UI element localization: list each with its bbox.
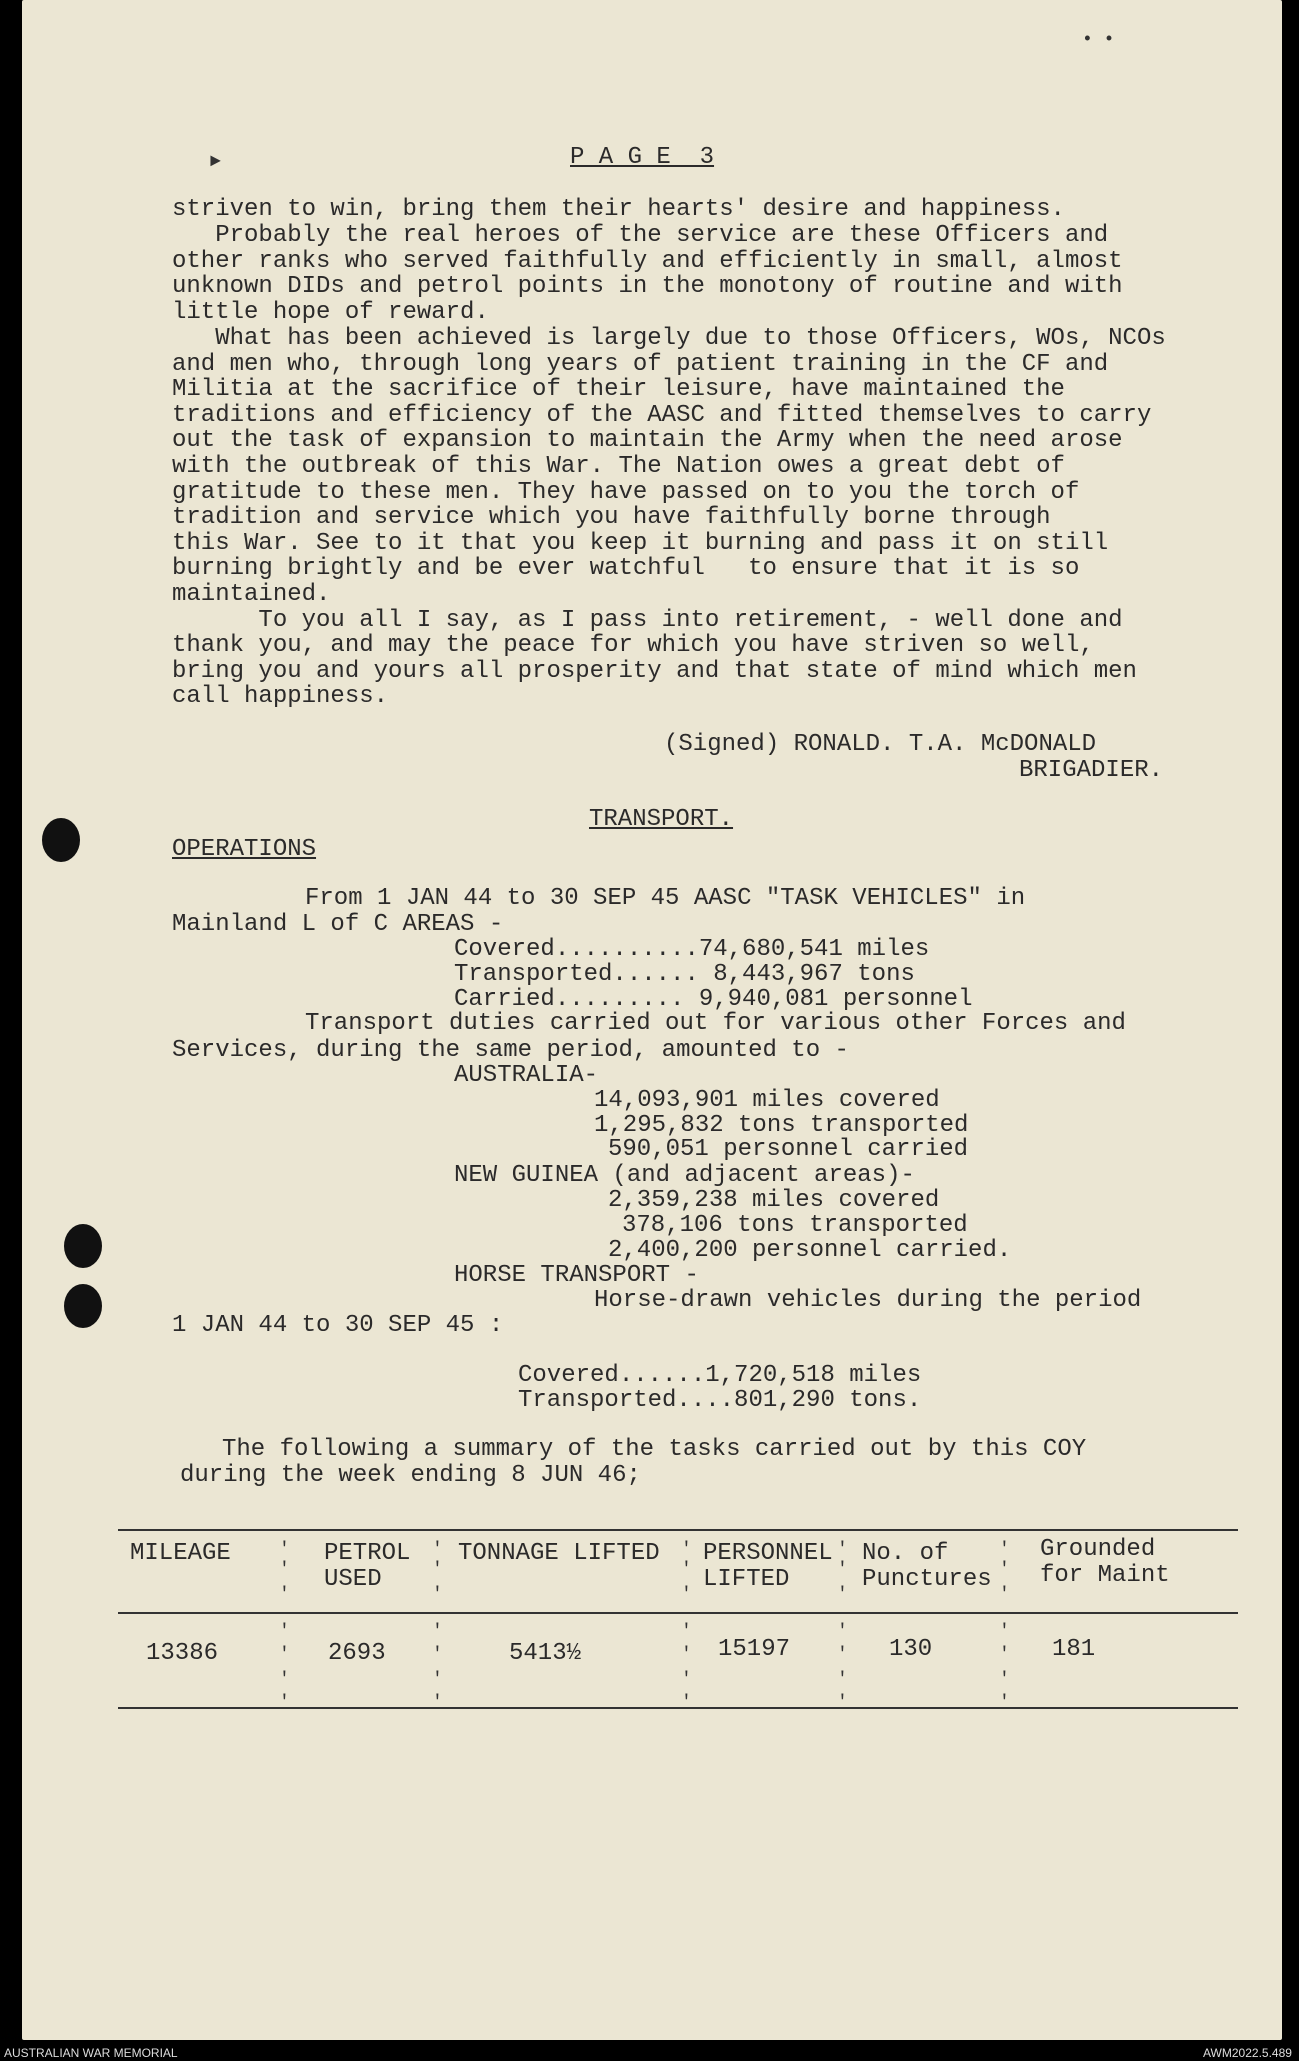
table-header: for Maint <box>1040 1562 1170 1589</box>
column-tick: ' <box>999 1670 1010 1690</box>
letter-line: with the outbreak of this War. The Nation owes a great debt of <box>172 453 1065 480</box>
punch-hole <box>42 818 80 862</box>
column-tick: ' <box>432 1585 443 1605</box>
column-tick: ' <box>837 1540 848 1560</box>
summary-line: The following a summary of the tasks carried out by this COY <box>222 1436 1087 1463</box>
region-stat: 14,093,901 miles covered <box>594 1087 940 1114</box>
letter-line: Militia at the sacrifice of their leisure, have maintained the <box>172 376 1065 403</box>
intro-line: Mainland L of C AREAS - <box>172 911 504 938</box>
table-header: MILEAGE <box>130 1540 231 1567</box>
letter-line: call happiness. <box>172 683 389 710</box>
intro-line: From 1 JAN 44 to 30 SEP 45 AASC "TASK VEHICLES" in <box>305 885 1026 912</box>
table-rule <box>118 1612 1238 1614</box>
region-stat: 590,051 personnel carried <box>608 1136 969 1163</box>
column-tick: ' <box>681 1622 692 1642</box>
table-cell-grounded: 181 <box>1052 1636 1096 1663</box>
column-tick: ' <box>681 1540 692 1560</box>
table-cell-mileage: 13386 <box>146 1640 219 1667</box>
table-header: Punctures <box>862 1566 992 1593</box>
table-header: LIFTED <box>703 1566 790 1593</box>
page-label: P A G E 3 <box>570 144 715 171</box>
letter-line: tradition and service which you have faithfully borne through <box>172 504 1051 531</box>
region-stat: 2,400,200 personnel carried. <box>608 1237 1012 1264</box>
document-page <box>22 0 1282 2040</box>
table-rule <box>118 1529 1238 1531</box>
letter-line: little hope of reward. <box>172 299 489 326</box>
column-tick: ' <box>432 1670 443 1690</box>
horse-covered: Covered......1,720,518 miles <box>518 1362 922 1389</box>
table-header: TONNAGE LIFTED <box>458 1540 660 1567</box>
letter-line: What has been achieved is largely due to those Officers, WOs, NCOs <box>172 325 1166 352</box>
column-tick: ' <box>999 1560 1010 1580</box>
stat-covered: Covered..........74,680,541 miles <box>454 936 930 963</box>
horse-period: 1 JAN 44 to 30 SEP 45 : <box>172 1312 504 1339</box>
letter-line: this War. See to it that you keep it burning and pass it on still <box>172 530 1109 557</box>
column-tick: ' <box>681 1560 692 1580</box>
letter-line: and men who, through long years of patient training in the CF and <box>172 351 1109 378</box>
horse-transported: Transported....801,290 tons. <box>518 1387 922 1414</box>
other-forces-line: Services, during the same period, amounted to - <box>172 1037 849 1064</box>
column-tick: ' <box>432 1560 443 1580</box>
signature: (Signed) RONALD. T.A. McDONALD <box>664 731 1097 758</box>
table-cell-personnel: 15197 <box>718 1636 791 1663</box>
paper-mark: • • <box>1082 30 1115 50</box>
column-tick: ' <box>279 1560 290 1580</box>
column-tick: ' <box>837 1585 848 1605</box>
letter-line: gratitude to these men. They have passed on to you the torch of <box>172 479 1080 506</box>
column-tick: ' <box>999 1585 1010 1605</box>
punch-hole <box>64 1284 102 1328</box>
letter-line: To you all I say, as I pass into retirement, - well done and <box>172 607 1123 634</box>
column-tick: ' <box>999 1645 1010 1665</box>
letter-line: burning brightly and be ever watchful to ensure that it is so <box>172 555 1080 582</box>
subsection-heading: OPERATIONS <box>172 836 317 863</box>
summary-line: during the week ending 8 JUN 46; <box>180 1462 641 1489</box>
letter-line: Probably the real heroes of the service are these Officers and <box>172 222 1109 249</box>
table-cell-tonnage: 5413½ <box>509 1640 582 1667</box>
region-stat: 2,359,238 miles covered <box>608 1187 940 1214</box>
letter-line: bring you and yours all prosperity and that state of mind which men <box>172 658 1137 685</box>
column-tick: ' <box>837 1693 848 1713</box>
letter-line: striven to win, bring them their hearts' desire and happiness. <box>172 196 1065 223</box>
column-tick: ' <box>681 1645 692 1665</box>
column-tick: ' <box>279 1693 290 1713</box>
column-tick: ' <box>279 1670 290 1690</box>
column-tick: ' <box>279 1540 290 1560</box>
table-cell-punctures: 130 <box>889 1636 933 1663</box>
column-tick: ' <box>432 1540 443 1560</box>
region-stat: 378,106 tons transported <box>622 1212 968 1239</box>
region-label: HORSE TRANSPORT - <box>454 1262 699 1289</box>
punch-hole <box>64 1224 102 1268</box>
letter-line: thank you, and may the peace for which you have striven so well, <box>172 632 1094 659</box>
column-tick: ' <box>999 1693 1010 1713</box>
column-tick: ' <box>681 1693 692 1713</box>
footer-credit: AUSTRALIAN WAR MEMORIAL <box>4 2046 178 2060</box>
letter-line: other ranks who served faithfully and efficiently in small, almost <box>172 248 1123 275</box>
letter-line: out the task of expansion to maintain the Army when the need arose <box>172 427 1123 454</box>
letter-line: unknown DIDs and petrol points in the monotony of routine and with <box>172 273 1123 300</box>
table-header: USED <box>324 1566 382 1593</box>
signature-rank: BRIGADIER. <box>1019 757 1164 784</box>
column-tick: ' <box>999 1622 1010 1642</box>
column-tick: ' <box>999 1540 1010 1560</box>
column-tick: ' <box>279 1645 290 1665</box>
footer-reference: AWM2022.5.489 <box>1203 2046 1292 2060</box>
column-tick: ' <box>432 1693 443 1713</box>
other-forces-line: Transport duties carried out for various other Forces and <box>305 1010 1126 1037</box>
region-label: NEW GUINEA (and adjacent areas)- <box>454 1162 915 1189</box>
table-header: PERSONNEL <box>703 1540 833 1567</box>
column-tick: ' <box>432 1645 443 1665</box>
table-header: PETROL <box>324 1540 411 1567</box>
column-tick: ' <box>837 1560 848 1580</box>
stat-transported: Transported...... 8,443,967 tons <box>454 961 915 988</box>
table-header: No. of <box>862 1540 949 1567</box>
column-tick: ' <box>432 1622 443 1642</box>
column-tick: ' <box>279 1622 290 1642</box>
stat-carried: Carried......... 9,940,081 personnel <box>454 986 973 1013</box>
letter-line: maintained. <box>172 581 331 608</box>
section-heading: TRANSPORT. <box>589 806 734 833</box>
region-label: AUSTRALIA- <box>454 1062 599 1089</box>
column-tick: ' <box>837 1645 848 1665</box>
paper-mark: ► <box>210 152 221 172</box>
column-tick: ' <box>837 1670 848 1690</box>
table-header: Grounded <box>1040 1536 1156 1563</box>
column-tick: ' <box>279 1585 290 1605</box>
letter-line: traditions and efficiency of the AASC and fitted themselves to carry <box>172 402 1152 429</box>
region-stat: 1,295,832 tons transported <box>594 1112 969 1139</box>
table-cell-petrol: 2693 <box>328 1640 386 1667</box>
column-tick: ' <box>837 1622 848 1642</box>
column-tick: ' <box>681 1670 692 1690</box>
horse-line: Horse-drawn vehicles during the period <box>594 1287 1142 1314</box>
column-tick: ' <box>681 1585 692 1605</box>
